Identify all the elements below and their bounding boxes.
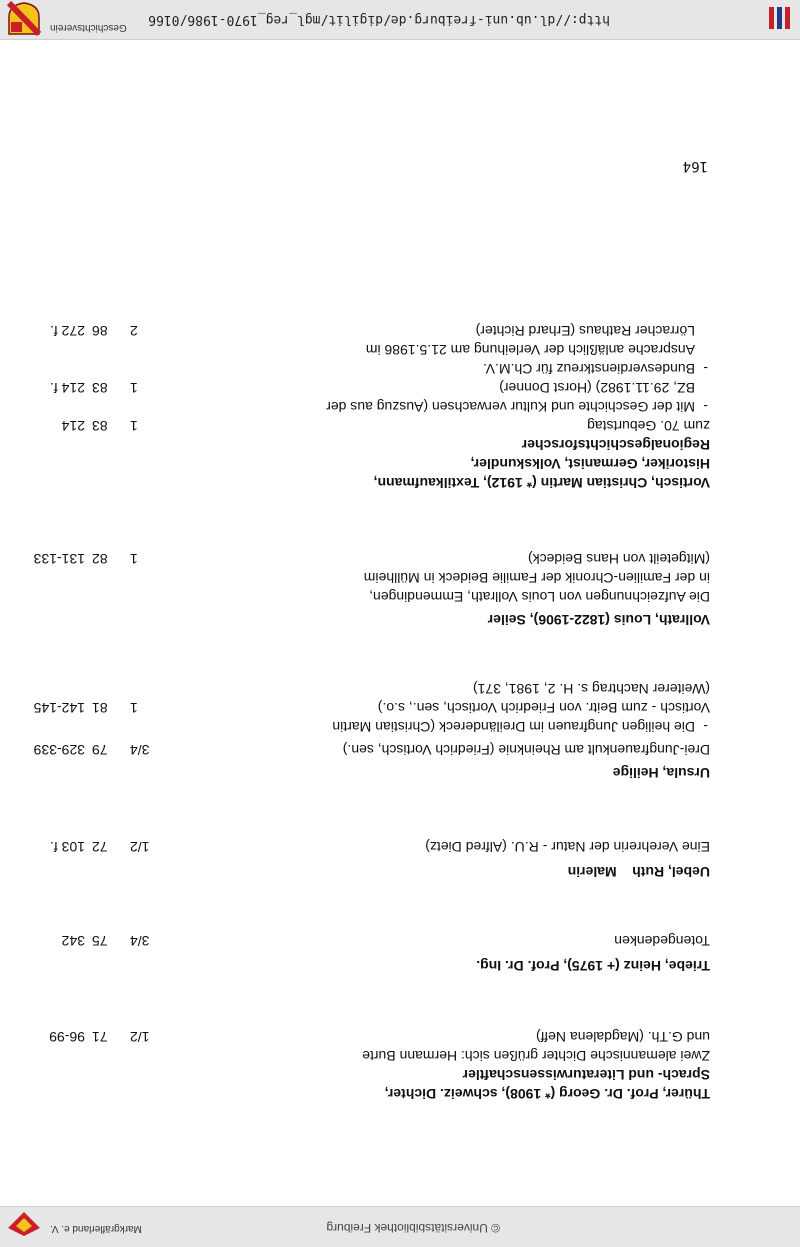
entry-text: in der Familien-Chronik der Familie Beideck in Müllheim (363, 570, 710, 586)
entry-heading: Vortisch, Christian Martin (* 1912), Textilkaufmann, (373, 475, 710, 491)
page-range: 342 (61, 933, 85, 949)
page-range: 142-145 (33, 700, 85, 716)
entry-heading: Triebe, Heinz (+ 1975), Prof. Dr. Ing. (476, 958, 710, 974)
year: 71 (92, 1029, 108, 1045)
copyright-text: © Universitätsbibliothek Freiburg (326, 1221, 500, 1235)
entry-heading: Vollrath, Louis (1822-1906), Seiler (487, 612, 710, 628)
year: 83 (92, 380, 108, 396)
entry-text: (Weiterer Nachtrag s. H. 2, 1981, 371) (472, 681, 710, 697)
year: 86 (92, 323, 108, 339)
entry-heading: Historiker, Germanist, Volkskundler, (470, 456, 710, 472)
issue-number: 2 (130, 323, 138, 339)
issue-number: 1 (130, 700, 138, 716)
year: 83 (92, 418, 108, 434)
list-dash: - (703, 361, 708, 377)
register-entry (49, 1027, 710, 1103)
register-entry (61, 931, 710, 975)
entry-text: Die heiligen Jungfrauen im Dreiländereck (Christian Martin (332, 719, 695, 735)
entry-text: BZ, 29.11.1982) (Horst Donner) (499, 380, 695, 396)
year: 81 (92, 700, 108, 716)
year: 75 (92, 933, 108, 949)
page-number: 164 (682, 158, 708, 174)
entry-text: und G.Th. (Magdalena Neff) (535, 1029, 710, 1045)
year: 72 (92, 839, 108, 855)
page-range: 103 f. (49, 839, 85, 855)
entry-text: Ansprache anläßlich der Verleihung am 21.5.1986 im (365, 342, 695, 358)
list-dash: - (703, 399, 708, 415)
issue-number: 3/4 (130, 742, 150, 758)
entry-heading: Uebel, Ruth Malerin (567, 864, 710, 880)
entry-text: Vortisch - zum Beitr. von Friedrich Vortisch, sen., s.o.) (377, 700, 710, 716)
entry-text: Die Aufzeichnungen von Louis Vollrath, Emmendingen, (369, 589, 710, 605)
register-entry (49, 321, 710, 492)
entry-heading: Regionalgeschichtsforscher (521, 437, 710, 453)
issue-number: 1 (130, 418, 138, 434)
year: 79 (92, 742, 108, 758)
page-range: 272 f. (49, 323, 85, 339)
page-range: 214 f. (49, 380, 85, 396)
entry-heading: Ursula, Heilige (612, 765, 710, 781)
entry-text: (Mitgeteilt von Hans Beideck) (527, 551, 710, 567)
entry-text: Drei-Jungfrauenkult am Rheinknie (Friedrich Vortisch, sen.) (342, 742, 710, 758)
issue-number: 3/4 (130, 933, 150, 949)
coat-of-arms-icon (6, 1, 42, 37)
year: 82 (92, 551, 108, 567)
register-entry (33, 549, 710, 629)
society-text: Geschichtsverein (50, 22, 127, 33)
viewer-top-bar (0, 1206, 800, 1247)
entry-text: Totengedenken (614, 933, 710, 949)
entry-text: Mit der Geschichte und Kultur verwachsen (Auszug aus der (326, 399, 695, 415)
entry-text: Eine Verehrerin der Natur - R.U. (Alfred Dietz) (425, 839, 710, 855)
entry-text: zum 70. Geburtstag (587, 418, 710, 434)
register-entry (49, 837, 710, 881)
entry-heading: Sprach- und Literaturwissenschaftler (462, 1067, 710, 1083)
issue-number: 1/2 (130, 1029, 150, 1045)
register-entry (33, 679, 710, 782)
society-logo-icon (6, 1205, 42, 1241)
document-url[interactable]: http://dl.ub.uni-freiburg.de/digilit/mgl_reg_1970-1986/0166 (148, 12, 610, 27)
issue-number: 1 (130, 551, 138, 567)
entry-text: Bundesverdienstkreuz für Ch.M.V. (483, 361, 695, 377)
issue-number: 1/2 (130, 839, 150, 855)
ub-logo-icon (766, 5, 792, 31)
page-range: 329-339 (33, 742, 85, 758)
issue-number: 1 (130, 380, 138, 396)
entry-text: Lörracher Rathaus (Erhard Richter) (475, 323, 695, 339)
entry-heading: Thürer, Prof. Dr. Georg (* 1908), schweiz. Dichter, (384, 1086, 710, 1102)
page-range: 131-133 (33, 551, 85, 567)
page-range: 96-99 (49, 1029, 85, 1045)
entry-text: Zwei alemannische Dichter grüßen sich: Hermann Burte (362, 1048, 710, 1064)
viewer-bottom-bar (0, 0, 800, 40)
society-text: Markgräflerland e. V. (50, 1223, 142, 1234)
page-range: 214 (61, 418, 85, 434)
list-dash: - (703, 719, 708, 735)
